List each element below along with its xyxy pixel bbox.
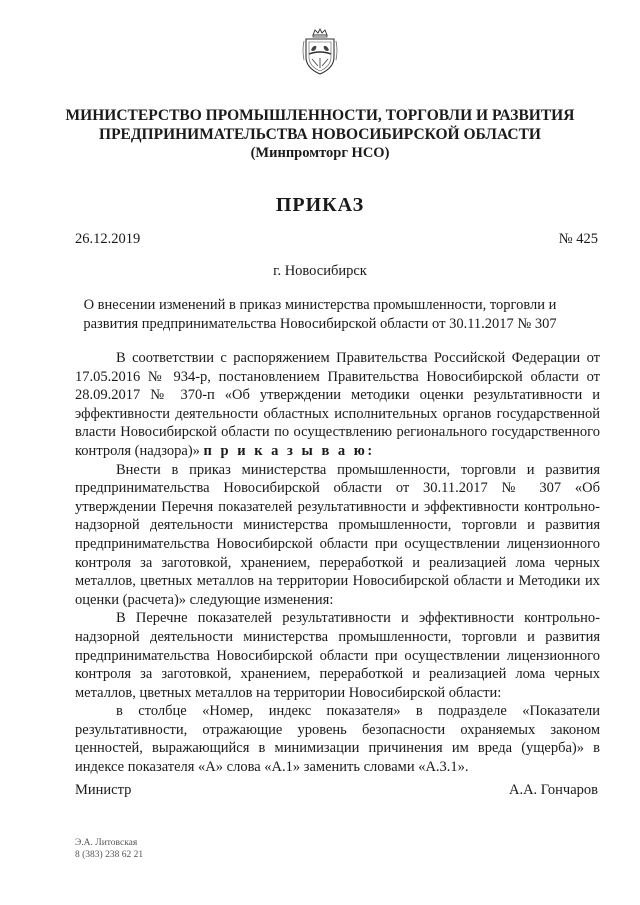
signatory-name: А.А. Гончаров [508, 782, 598, 798]
document-city: г. Новосибирск [273, 263, 367, 279]
body-paragraph-3: В Перечне показателей результативности и эффективности контрольно-надзорной деятельности министерства промышленности, торговли и развития предпринимательства Новосибирской области при осуществлении лицензионного контроля за заготовкой, хранением, переработкой и реализацией лома черных металлов, цветных металлов на территории Новосибирской области: [75, 610, 600, 701]
document-subject: О внесении изменений в приказ министерства промышленности, торговли и развития предпринимательства Новосибирской области от 30.11.2017 № 307 [83, 297, 557, 332]
executor-phone: 8 (383) 238 62 21 [75, 850, 144, 860]
body-paragraph-2: Внести в приказ министерства промышленности, торговли и развития предпринимательства Новосибирской области от 30.11.2017 № 307 «Об утверждении Перечня показателей результативности и эффективности контрольно-надзорной деятельности министерства промышленности, торговли и развития предпринимательства Новосибирской области при осуществлении лицензионного контроля за заготовкой, хранением, переработкой и реализацией лома черных металлов, цветных металлов на территории Новосибирской области и Методики их оценки (расчета)» следующие изменения: [75, 461, 600, 608]
order-keyword: п р и к а з ы в а ю: [203, 442, 375, 459]
document-title: ПРИКАЗ [275, 194, 365, 216]
body-paragraph-4: в столбце «Номер, индекс показателя» в подразделе «Показатели результативности, отражающие уровень безопасности охраняемых законом ценностей, выражающийся в минимизации причинения им вреда (ущерба)» в индексе показателя «А» слова «А.1» заменить словами «А.3.1». [75, 703, 600, 776]
ministry-name-line-1: МИНИСТЕРСТВО ПРОМЫШЛЕННОСТИ, ТОРГОВЛИ И РАЗВИТИЯ [65, 107, 575, 124]
document-date: 26.12.2019 [75, 231, 141, 247]
document-number: № 425 [558, 231, 598, 247]
coat-of-arms-icon [301, 28, 339, 76]
body-paragraph-1-text: В соответствии с распоряжением Правительства Российской Федерации от 17.05.2016 № 934-р, постановлением Правительства Новосибирской области от 28.09.2017 № 370-п «Об утверждении методики оценки результативности и эффективности деятельности областных исполнительных органов государственной власти Новосибирской области по осуществлению регионального государственного контроля (надзора)» [75, 350, 600, 459]
executor-name: Э.А. Литовская [75, 838, 138, 848]
document-body [75, 349, 600, 777]
ministry-short-name: (Минпромторг НСО) [250, 145, 390, 161]
ministry-name-line-2: ПРЕДПРИНИМАТЕЛЬСТВА НОВОСИБИРСКОЙ ОБЛАСТИ [99, 126, 541, 143]
signatory-position: Министр [75, 782, 132, 798]
body-paragraph-1 [75, 349, 600, 461]
